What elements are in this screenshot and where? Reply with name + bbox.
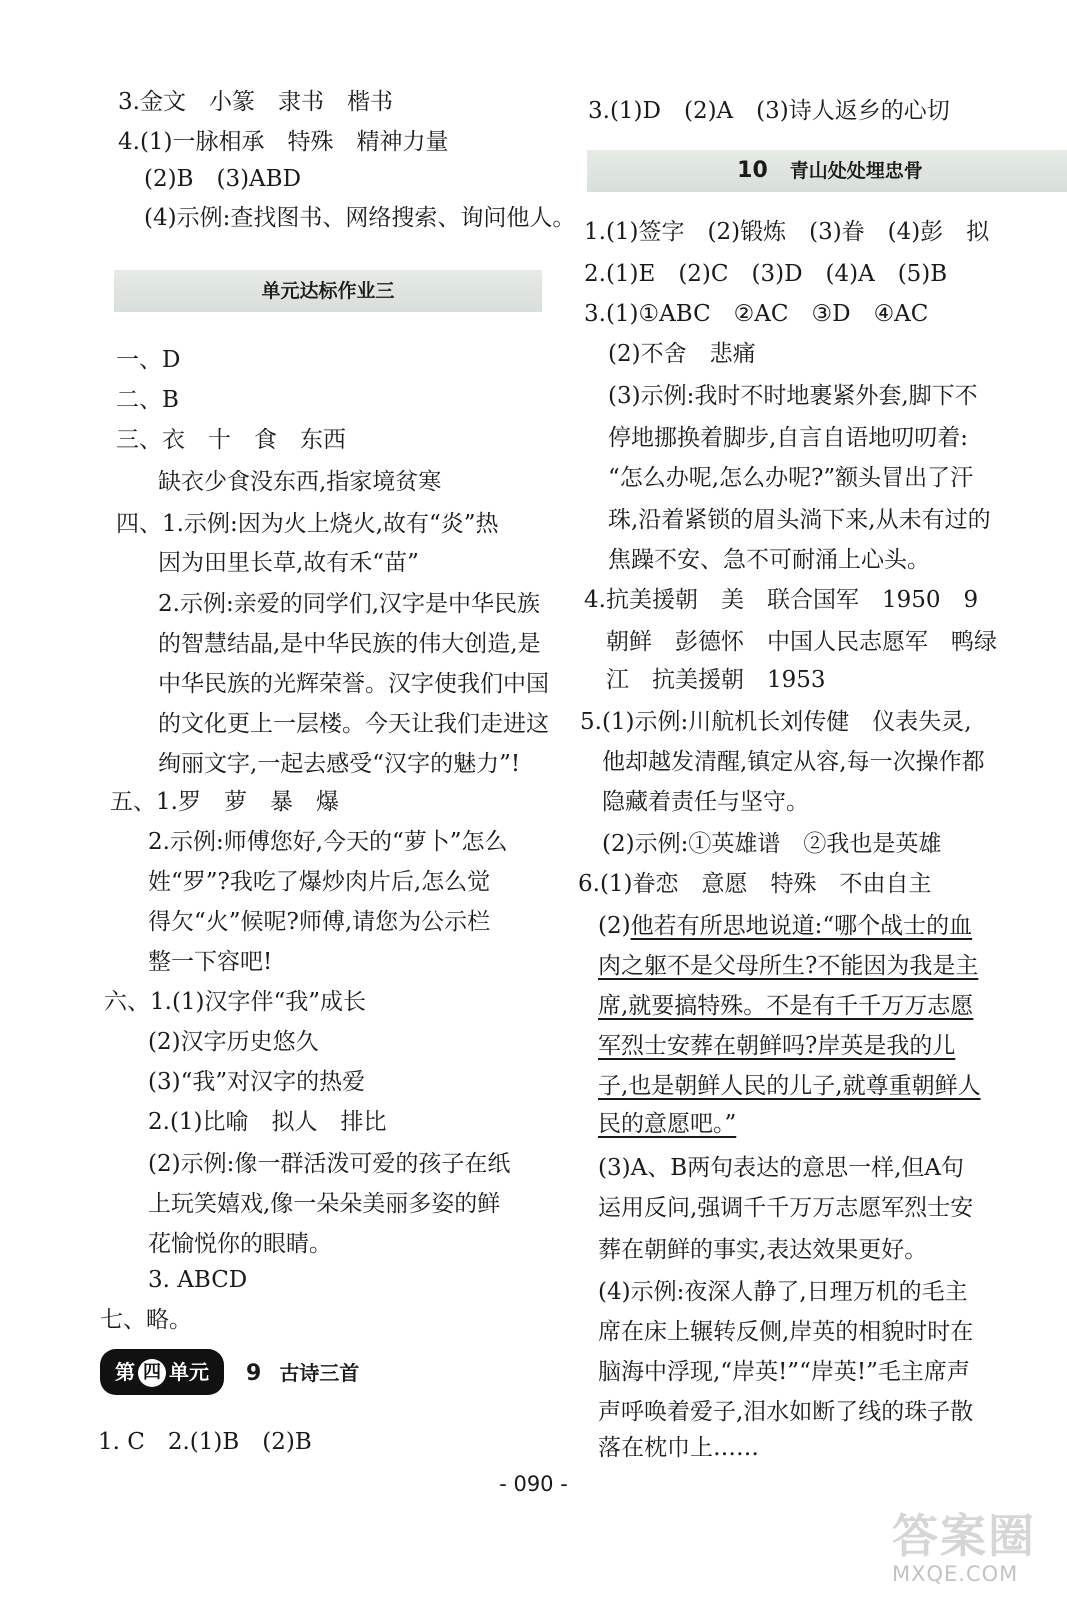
answer-line: 焦躁不安、急不可耐涌上心头。 bbox=[608, 547, 930, 573]
answer-line: 2.示例:师傅您好,今天的“萝卜”怎么 bbox=[148, 829, 508, 855]
answer-line: 他却越发清醒,镇定从容,每一次操作都 bbox=[602, 749, 985, 775]
answer-line bbox=[598, 1070, 981, 1102]
answer-line: 绚丽文字,一起去感受“汉字的魅力”! bbox=[158, 751, 521, 777]
answer-line: 姓“罗”?我吃了爆炒肉片后,怎么觉 bbox=[148, 869, 491, 895]
answer-line bbox=[598, 990, 973, 1022]
answer-line: (4)示例:查找图书、网络搜索、询问他人。 bbox=[144, 205, 576, 231]
answer-line: (2)汉字历史悠久 bbox=[148, 1029, 319, 1055]
answer-line: 的文化更上一层楼。今天让我们走进这 bbox=[158, 711, 549, 737]
answer-line bbox=[598, 910, 972, 942]
answer-line: (2)不舍 悲痛 bbox=[608, 341, 756, 367]
answer-line: (3)示例:我时不时地裹紧外套,脚下不 bbox=[608, 383, 978, 409]
answer-line: 隐藏着责任与坚守。 bbox=[602, 789, 809, 815]
answer-line: 五、1.罗 萝 暴 爆 bbox=[110, 789, 339, 815]
watermark-glyphs: 答案圈 bbox=[892, 1509, 1036, 1563]
section-title-banner bbox=[114, 270, 542, 312]
underlined-quote: 子,也是朝鲜人民的儿子,就尊重朝鲜人 bbox=[598, 1073, 981, 1099]
lesson-number: 10 bbox=[737, 158, 768, 183]
answer-line: 1.(1)签字 (2)锻炼 (3)眷 (4)彭 拟 bbox=[584, 219, 990, 245]
answer-line: 脑海中浮现,“岸英!”“岸英!”毛主席声 bbox=[598, 1359, 970, 1385]
answer-line: 花愉悦你的眼睛。 bbox=[148, 1231, 332, 1257]
unit-tag-suffix: 单元 bbox=[169, 1360, 209, 1384]
answer-line: 声呼唤着爱子,泪水如断了线的珠子散 bbox=[598, 1399, 974, 1425]
page-number: - 090 - bbox=[499, 1472, 568, 1496]
answer-line: 二、B bbox=[116, 387, 179, 413]
lesson-title: 古诗三首 bbox=[279, 1361, 360, 1385]
answer-line: 2.(1)比喻 拟人 排比 bbox=[148, 1109, 387, 1135]
answer-line: (3)A、B两句表达的意思一样,但A句 bbox=[598, 1155, 965, 1181]
answer-line: 4.(1)一脉相承 特殊 精神力量 bbox=[118, 129, 449, 155]
answer-line: 3.(1)①ABC ②AC ③D ④AC bbox=[584, 301, 929, 327]
answer-line: (3)“我”对汉字的热爱 bbox=[148, 1069, 366, 1095]
watermark-logo bbox=[892, 1500, 1062, 1596]
unit-tag-prefix: 第 bbox=[115, 1360, 135, 1384]
answer-line: 1. C 2.(1)B (2)B bbox=[98, 1429, 312, 1455]
lesson-heading bbox=[246, 1356, 359, 1391]
underlined-quote: 军烈士安葬在朝鲜吗?岸英是我的儿 bbox=[598, 1033, 956, 1059]
answer-line: 的智慧结晶,是中华民族的伟大创造,是 bbox=[158, 631, 541, 657]
answer-line: 葬在朝鲜的事实,表达效果更好。 bbox=[598, 1237, 928, 1263]
answer-line: 运用反问,强调千千万万志愿军烈士安 bbox=[598, 1195, 974, 1221]
answer-line: 七、略。 bbox=[100, 1307, 192, 1333]
answer-line: 一、D bbox=[116, 347, 181, 373]
answer-line: 3.金文 小篆 隶书 楷书 bbox=[118, 89, 393, 115]
answer-line: 缺衣少食没东西,指家境贫寒 bbox=[158, 469, 442, 495]
answer-line: “怎么办呢,怎么办呢?”额头冒出了汗 bbox=[608, 465, 974, 491]
answer-line: 珠,沿着紧锁的眉头淌下来,从未有过的 bbox=[608, 507, 991, 533]
answer-line: 江 抗美援朝 1953 bbox=[606, 667, 826, 693]
answer-line: 5.(1)示例:川航机长刘传健 仪表失灵, bbox=[580, 709, 972, 735]
unit-number-badge: 四 bbox=[138, 1359, 166, 1387]
answer-line: 席在床上辗转反侧,岸英的相貌时时在 bbox=[598, 1319, 974, 1345]
answer-line: 中华民族的光辉荣誉。汉字使我们中国 bbox=[158, 671, 549, 697]
lesson-number: 9 bbox=[246, 1361, 262, 1386]
answer-line: (2)示例:像一群活泼可爱的孩子在纸 bbox=[148, 1151, 511, 1177]
answer-line: 6.(1)眷恋 意愿 特殊 不由自主 bbox=[578, 871, 932, 897]
answer-line: 得欠“火”候呢?师傅,请您为公示栏 bbox=[148, 909, 491, 935]
answer-line: 因为田里长草,故有禾“苗” bbox=[158, 550, 419, 576]
answer-line: 落在枕巾上…… bbox=[598, 1435, 759, 1461]
answer-line: 4.抗美援朝 美 联合国军 1950 9 bbox=[584, 587, 979, 613]
answer-line: 2.(1)E (2)C (3)D (4)A (5)B bbox=[584, 261, 948, 287]
answer-line: 整一下容吧! bbox=[148, 949, 273, 975]
answer-line: 3. ABCD bbox=[148, 1267, 248, 1293]
answer-line: 三、衣 十 食 东西 bbox=[116, 427, 346, 453]
sub-question-label: (2) bbox=[598, 913, 631, 939]
unit-tag bbox=[100, 1349, 224, 1395]
lesson-title: 青山处处埋忠骨 bbox=[789, 160, 923, 182]
answer-line: (2)B (3)ABD bbox=[144, 166, 302, 192]
answer-line bbox=[598, 950, 978, 982]
watermark-url: MXQE.COM bbox=[892, 1562, 1019, 1586]
answer-line: (4)示例:夜深人静了,日理万机的毛主 bbox=[598, 1279, 968, 1305]
answer-line: 上玩笑嬉戏,像一朵朵美丽多姿的鲜 bbox=[148, 1191, 501, 1217]
underlined-quote: 肉之躯不是父母所生?不能因为我是主 bbox=[598, 953, 979, 979]
answer-line bbox=[598, 1030, 955, 1062]
answer-line: (2)示例:①英雄谱 ②我也是英雄 bbox=[602, 831, 942, 857]
underlined-quote: 民的意愿吧。” bbox=[598, 1111, 737, 1137]
section-title: 单元达标作业三 bbox=[261, 280, 395, 302]
answer-line: 停地挪换着脚步,自言自语地叨叨着: bbox=[608, 425, 969, 451]
answer-line: 3.(1)D (2)A (3)诗人返乡的心切 bbox=[588, 98, 950, 124]
answer-line: 朝鲜 彭德怀 中国人民志愿军 鸭绿 bbox=[606, 629, 997, 655]
answer-line: 四、1.示例:因为火上烧火,故有“炎”热 bbox=[116, 511, 499, 537]
answer-line: 2.示例:亲爱的同学们,汉字是中华民族 bbox=[158, 591, 541, 617]
answer-line: 六、1.(1)汉字伴“我”成长 bbox=[104, 989, 367, 1015]
underlined-quote: 他若有所思地说道:“哪个战士的血 bbox=[630, 913, 973, 939]
answer-line bbox=[598, 1108, 736, 1140]
lesson-banner bbox=[587, 150, 1067, 192]
underlined-quote: 席,就要搞特殊。不是有千千万万志愿 bbox=[598, 993, 974, 1019]
